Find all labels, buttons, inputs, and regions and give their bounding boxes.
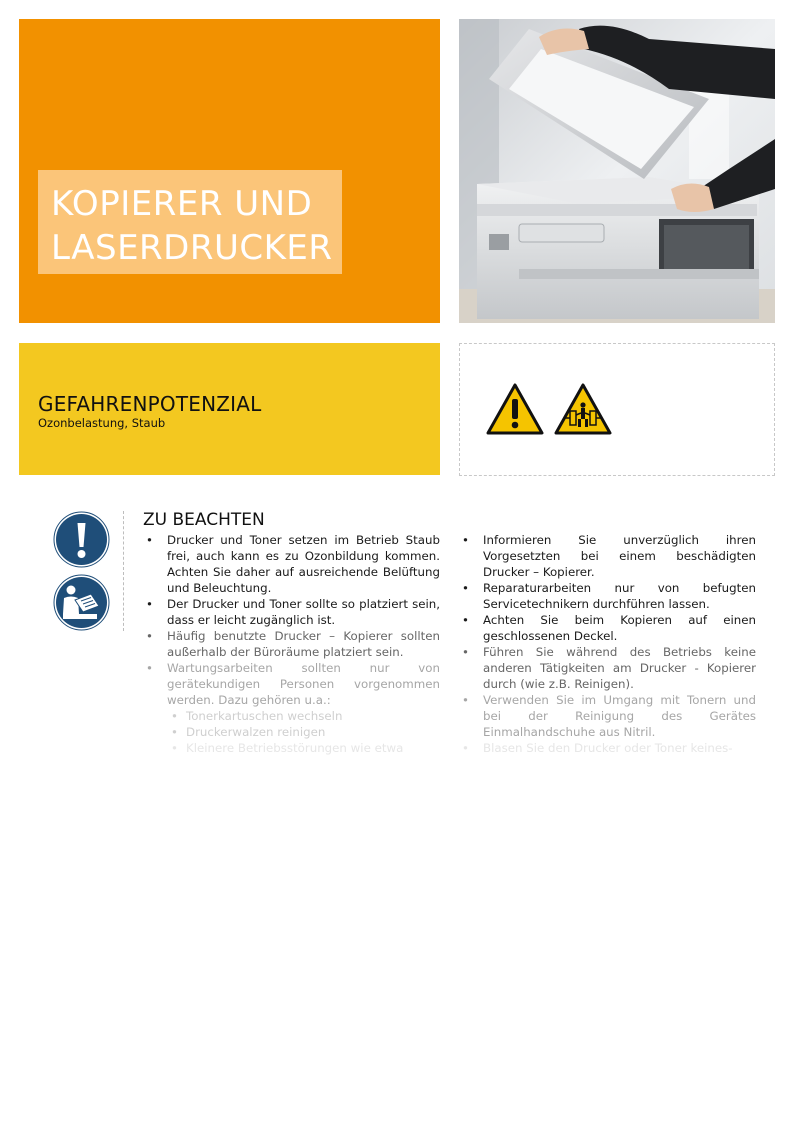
title-panel bbox=[19, 19, 440, 323]
notes-right-list bbox=[459, 532, 756, 756]
list-item: • Führen Sie während des Betriebs keine anderen Tätigkeiten am Drucker - Kopierer durch (wie z.B. Reinigen). bbox=[483, 644, 756, 692]
warning-triangle-exclamation-icon bbox=[486, 383, 544, 435]
hazard-panel bbox=[19, 343, 440, 475]
hazard-heading: GEFAHRENPOTENZIAL bbox=[38, 392, 262, 416]
list-item: • Drucker und Toner setzen im Betrieb Staub frei, auch kann es zu Ozonbildung kommen. Achten Sie daher auf ausreichende Belüftung und Beleuchtung. bbox=[167, 532, 440, 596]
notes-left-list bbox=[143, 532, 440, 756]
list-item bbox=[167, 660, 440, 756]
page-title bbox=[51, 182, 333, 270]
page-title-line-1: KOPIERER UND bbox=[51, 184, 313, 224]
list-item-text: Wartungsarbeiten sollten nur von gerätekundigen Personen vorgenommen werden. Dazu gehören u.a.: bbox=[167, 661, 440, 707]
notes-right-column bbox=[459, 532, 756, 756]
list-item: • Reparaturarbeiten nur von befugten Servicetechnikern durchführen lassen. bbox=[483, 580, 756, 612]
notes-heading: ZU BEACHTEN bbox=[143, 510, 265, 530]
list-item: • Blasen Sie den Drucker oder Toner keines- bbox=[483, 740, 756, 756]
warning-triangle-crushing-hands-icon bbox=[554, 383, 612, 435]
sub-list-item: • Druckerwalzen reinigen bbox=[186, 724, 440, 740]
sub-list-item: • Tonerkartuschen wechseln bbox=[186, 708, 440, 724]
list-item: • Informieren Sie unverzüglich ihren Vorgesetzten bei einem beschädigten Drucker – Kopierer. bbox=[483, 532, 756, 580]
mandatory-exclamation-icon bbox=[53, 511, 110, 568]
notes-sub-list bbox=[167, 708, 440, 756]
page-title-line-2: LASERDRUCKER bbox=[51, 228, 333, 268]
title-box bbox=[38, 170, 342, 274]
divider-line bbox=[123, 511, 124, 631]
list-item: • Achten Sie beim Kopieren auf einen geschlossenen Deckel. bbox=[483, 612, 756, 644]
printer-photo bbox=[459, 19, 775, 323]
list-item: • Verwenden Sie im Umgang mit Tonern und bei der Reinigung des Gerätes Einmalhandschuhe aus Nitril. bbox=[483, 692, 756, 740]
list-item: • Häufig benutzte Drucker – Kopierer sollten außerhalb der Büroräume platziert sein. bbox=[167, 628, 440, 660]
printer-photo-illustration bbox=[459, 19, 775, 323]
read-manual-icon bbox=[53, 574, 110, 631]
list-item: • Der Drucker und Toner sollte so platziert sein, dass er leicht zugänglich ist. bbox=[167, 596, 440, 628]
notes-left-column bbox=[143, 532, 440, 756]
sub-list-item: • Kleinere Betriebsstörungen wie etwa bbox=[186, 740, 440, 756]
warning-signs-panel bbox=[459, 343, 775, 476]
hazard-subtitle: Ozonbelastung, Staub bbox=[38, 416, 166, 430]
